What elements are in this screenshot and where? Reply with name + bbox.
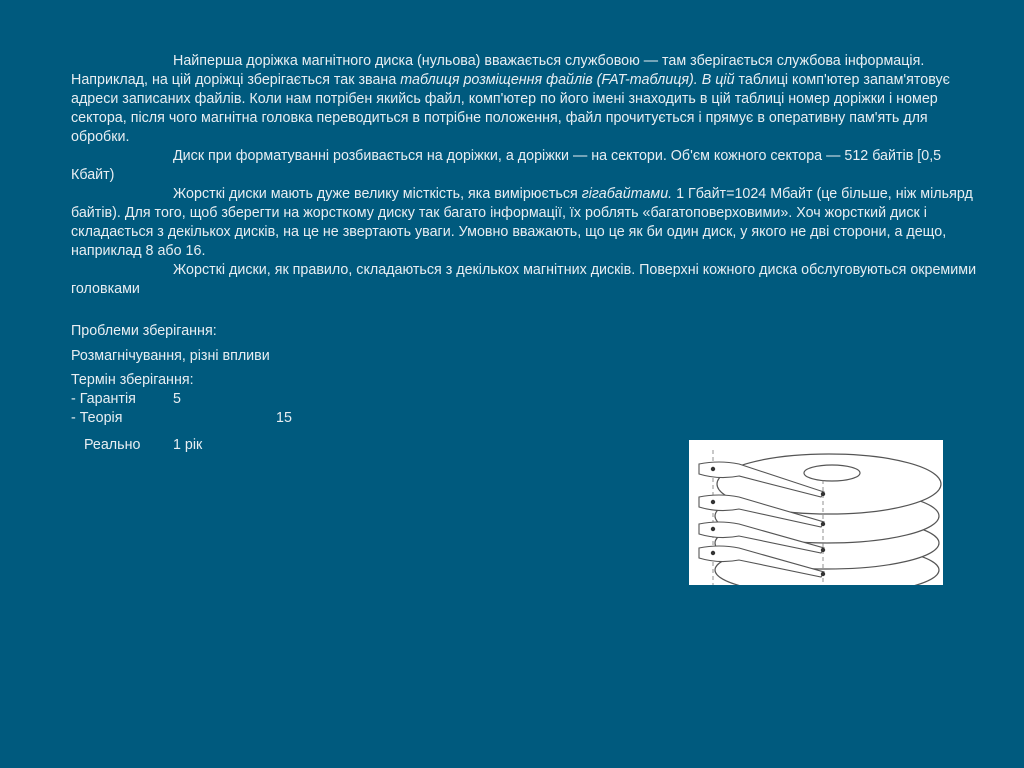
real-value: 1 рік: [173, 437, 203, 453]
storage-notes: [71, 322, 292, 455]
guarantee-value: 5: [173, 391, 181, 407]
paragraph-3-part-3: 1 Гбайт=1024 Мбайт (це більше, ніж мільярд байтів). Для того, щоб зберегти на жорсткому диску так багато інформації, їх роблять «багатоповерховими». Хоч жорсткий диск і складається з декількох дисків, на це не звертають уваги. Умовно вважають, що це як би один диск, у якого не дві сторони, а дещо, наприклад 8 або 16.: [71, 186, 973, 259]
guarantee-label: - Гарантія: [71, 391, 136, 407]
real-row: [71, 436, 292, 455]
paragraph-2-part-1: Диск при форматуванні розбивається на доріжки, а доріжки — на сектори. Об'єм кожного сектора — 512 байтів [0,5 Кбайт): [71, 148, 942, 183]
paragraph-heads: [71, 261, 986, 299]
theory-row: [71, 409, 292, 428]
hard-disk-platters-svg: [689, 440, 943, 585]
theory-value: 15: [276, 410, 292, 426]
paragraph-3-part-2-italic: гігабайтами.: [581, 186, 673, 202]
problems-item: Розмагнічування, різні впливи: [71, 348, 270, 364]
theory-label: - Теорія: [71, 410, 123, 426]
real-label: Реально: [84, 437, 141, 453]
paragraph-4-part-1: Жорсткі диски, як правило, складаються з декількох магнітних дисків. Поверхні кожного диска обслуговуються окремими головками: [71, 262, 977, 297]
storage-term-title: Термін зберігання:: [71, 372, 194, 388]
paragraph-1-part-3: таблиці комп'ютер запам'ятовує адреси записаних файлів. Коли нам потрібен якийсь файл, комп'ютер по його імені знаходить в цій таблиці номер доріжки і номер сектора, після чого магнітна головка переводиться в потрібне положення, файл прочитується і прямує в оперативну пам'ять для обробки.: [71, 72, 950, 145]
paragraph-capacity: [71, 185, 986, 261]
problems-title: Проблеми зберігання:: [71, 323, 217, 339]
paragraph-1-part-1: Найперша доріжка магнітного диска (нульова) вважається службовою — там зберігається службова інформація. Наприклад, на цій доріжці зберігається так звана: [71, 53, 925, 88]
platter-hole: [804, 465, 860, 481]
body-text: [71, 52, 986, 299]
paragraph-fat-table: [71, 52, 986, 147]
paragraph-formatting: [71, 147, 986, 185]
paragraph-1-part-2-italic: таблиця розміщення файлів (FAT-таблиця). В цій: [400, 72, 735, 88]
hard-disk-platters-illustration: [689, 440, 943, 585]
paragraph-3-part-1: Жорсткі диски мають дуже велику місткість, яка вимірюється: [173, 186, 582, 202]
guarantee-row: [71, 390, 292, 409]
